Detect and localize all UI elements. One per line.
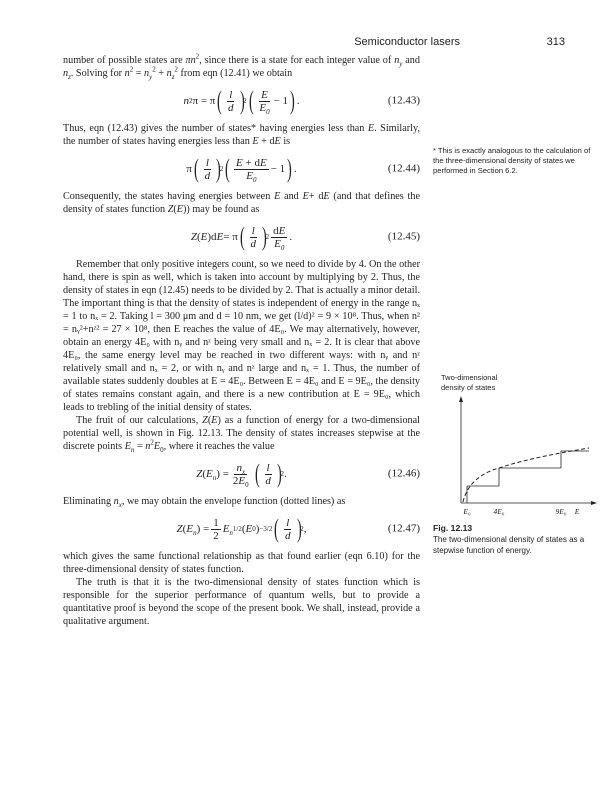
figure-12-13 <box>433 368 598 523</box>
paragraph-2: Thus, eqn (12.43) gives the number of states* having energies less than E. Similarly, the number of states having energies less than E + dE is <box>63 123 420 147</box>
equation-12-47: Z ( $E_n$ ) = $\frac{1}{2}$ $E_n$ 1/2 ( E 0 ) −3/2 ( $\frac{l}{d}$ ) 2 , (12.47) <box>176 514 420 543</box>
paragraph-4: Remember that only positive integers count, so we need to divide by 4. On the other hand, there is spin as well, which is taken into account by multiplying by 2. Thus, the density of states in eqn (12.45) needs to be divided by 2. That is actually a minor detail. The important thing is that the density of states is independent of energy in the range nₓ = 1 to nₓ = 2. Taking l = 300 μm and d = 10 nm, we get (l/d)² = 9 × 10⁸. Thus, when n² = nᵧ²+nᶻ² = 27 × 10⁸, then E reaches the value of 4E₀. We may alternatively, however, obtain an energy 4E₀ with nᵧ and nᶻ being very small and nₓ = 2. It is clear that above 4E₀, the same energy level may be reached in two different ways: with nᵧ and nᶻ relatively small and nₓ = 2, or with nᵧ and nᶻ large and nₓ = 1. Thus, the number of available states suddenly doubles at E = 4E₀. Between E = 4E₀ and E = 9E₀, the density of states remains constant again, and there is a new contribution at E = 9E₀, which leads to trebling of the initial density of states. <box>63 259 420 413</box>
figure-caption-text: The two-dimensional density of states as a stepwise function of energy. <box>433 535 585 555</box>
equation-12-44: π ( $\frac{l}{d}$ ) 2 ( $\frac{E + dE}{E_0}$ − 1 ) . (12.44) <box>186 154 420 184</box>
equation-number: (12.44) <box>387 162 420 175</box>
x-axis-arrow <box>591 501 597 505</box>
equation-number: (12.46) <box>387 467 420 480</box>
running-title: Semiconductor lasers <box>354 36 460 48</box>
running-head <box>0 36 615 50</box>
tick-label-4e0: 4E₀ <box>493 507 505 516</box>
page-number: 313 <box>546 36 565 48</box>
tick-label-e0: E₀ <box>463 507 471 516</box>
main-text <box>63 54 420 628</box>
y-axis-label: density of states <box>441 383 496 392</box>
sidenote: * This is exactly analogous to the calculation of the three-dimensional density of states we performed in Section 6.2. <box>433 146 591 175</box>
figure-label: Fig. 12.13 <box>433 523 473 533</box>
paragraph-8: The truth is that it is the two-dimensional density of states function which is responsible for the superior performance of quantum wells, but to provide a quantitative proof is beyond the scope of the present book. We shall, instead, provide a qualitative argument. <box>63 577 420 627</box>
tick-label-9e0: 9E₀ <box>555 507 567 516</box>
y-axis-label-line-1: Two-dimensional <box>441 373 498 382</box>
figure-caption <box>433 523 603 556</box>
paragraph-1: number of possible states are $\pi n^2$, since there is a state for each integer value of $n_y$ and $n_z$. Solving for $n^2 = n_y^2 + n_z^2$ from eqn (12.41) we obtain <box>63 52 420 82</box>
equation-12-46: Z ( $E_n$ ) = $\frac{n_x}{2E_0}$ ( $\frac{l}{d}$ ) 2 . (12.46) <box>196 459 420 489</box>
paragraph-6: Eliminating $n_x$, we may obtain the envelope function (dotted lines) as <box>63 496 346 510</box>
paragraph-7: which gives the same functional relationship as that found earlier (eqn 6.10) for the three-dimensional density of states function. <box>63 551 420 575</box>
paragraph-3: Consequently, the states having energies between E and E+ dE (and that defines the density of states function Z(E)) may be found as <box>63 191 420 215</box>
paragraph-5: The fruit of our calculations, Z(E) as a function of energy for a two-dimensional potential well, is shown in Fig. 12.13. The density of states increases stepwise at the discrete points $E_n = n^2E_0$, where it reaches the value <box>63 415 420 455</box>
equation-12-43: n 2 π = π ( $\frac{l}{d}$ ) 2 ( $\frac{E}{E_0}$ − 1 ) . (12.43) <box>183 86 420 116</box>
equation-number: (12.47) <box>387 522 420 535</box>
tick-label-e: E <box>574 507 580 516</box>
equation-number: (12.45) <box>387 230 420 243</box>
envelope-curve <box>463 448 589 502</box>
equation-number: (12.43) <box>387 94 420 107</box>
equation-12-45: Z ( E )d E = π ( $\frac{l}{d}$ ) 2 $\frac{dE}{E_0}$ . (12.45) <box>190 222 420 252</box>
y-axis-arrow <box>459 396 463 402</box>
density-of-states-plot <box>433 368 598 523</box>
